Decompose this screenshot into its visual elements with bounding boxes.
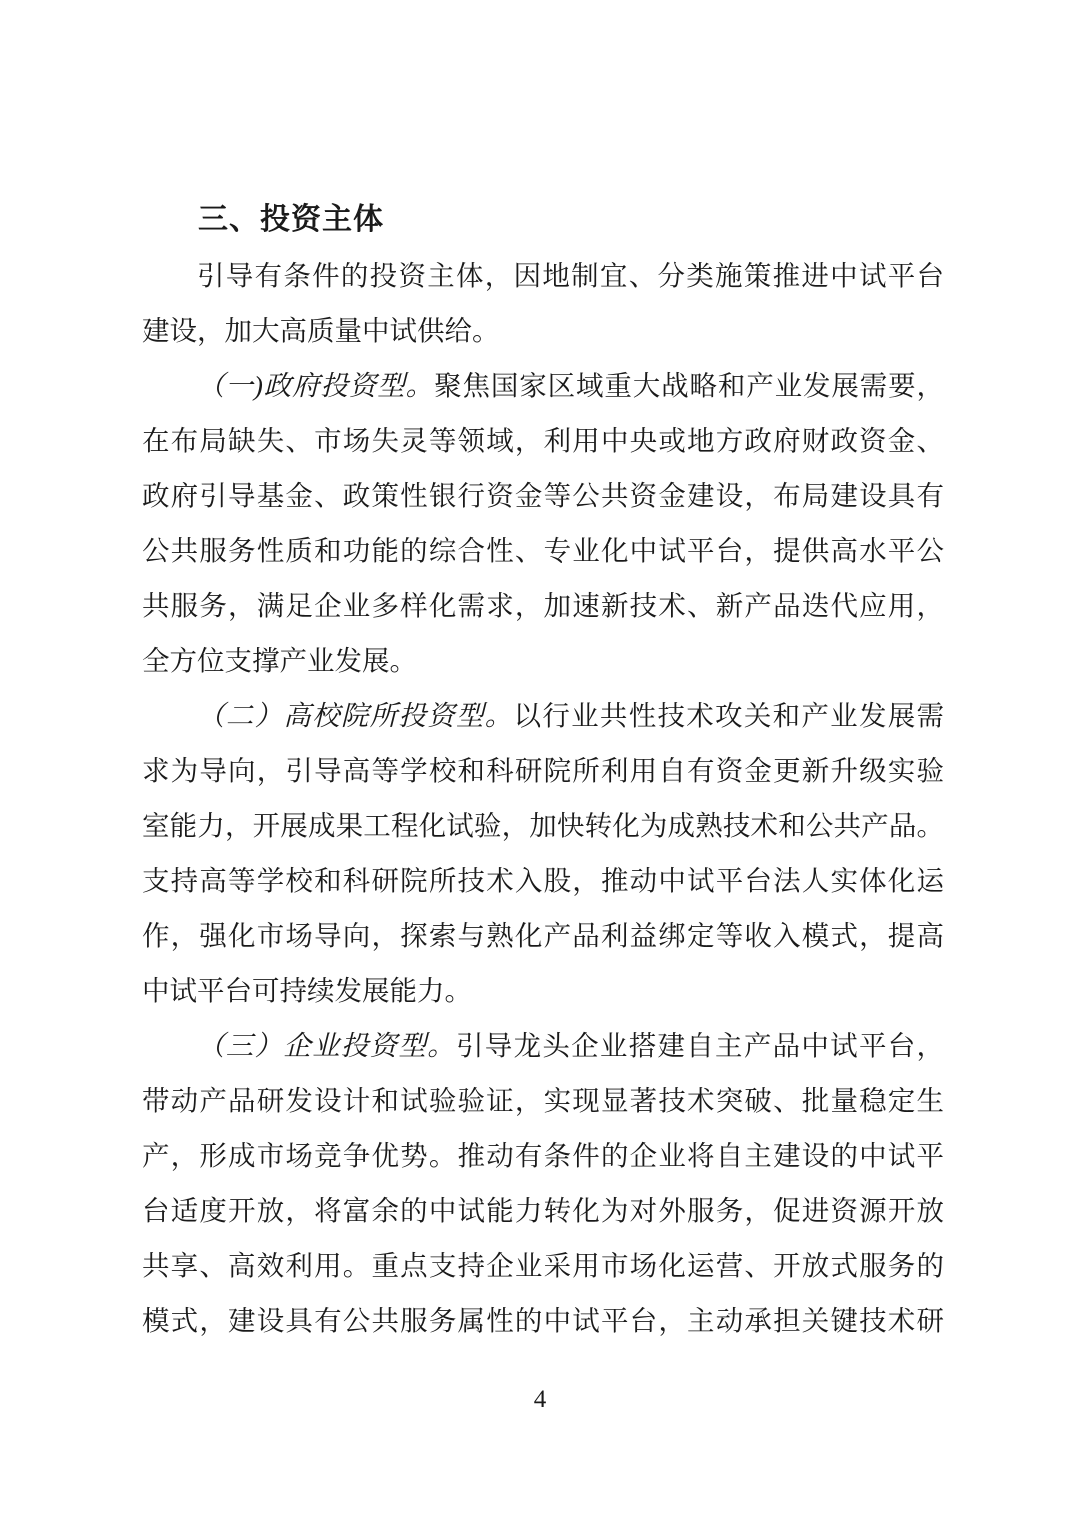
text-span: 聚焦国家区域重大战略和产业发展需要， [434,370,944,401]
text-span: 以行业共性技术攻关和产业发展需 [513,700,944,731]
text-line: 作，强化市场导向，探索与熟化产品利益绑定等收入模式，提高 [142,920,944,951]
text-line: 带动产品研发设计和试验验证，实现显著技术突破、批量稳定生 [142,1085,944,1116]
paragraph-government-invested [142,358,944,688]
text-line: 支持高等学校和科研院所技术入股，推动中试平台法人实体化运 [142,865,944,896]
text-line: 产，形成市场竞争优势。推动有条件的企业将自主建设的中试平 [142,1140,944,1171]
text-line [142,688,944,743]
text-line: 模式，建设具有公共服务属性的中试平台，主动承担关键技术研 [142,1305,944,1336]
text-line: 建设，加大高质量中试供给。 [142,315,500,346]
text-line: 中试平台可持续发展能力。 [142,975,472,1006]
text-line: 台适度开放，将富余的中试能力转化为对外服务，促进资源开放 [142,1195,944,1226]
text-span: 引导龙头企业搭建自主产品中试平台， [456,1030,944,1061]
paragraph-lead-label: （三）企业投资型。 [197,1030,457,1061]
paragraph-university-invested [142,688,944,1018]
paragraph-lead-label: （一)政府投资型。 [197,370,435,401]
text-line: 在布局缺失、市场失灵等领域，利用中央或地方政府财政资金、 [142,425,944,456]
text-line [142,358,944,413]
text-line: 共享、高效利用。重点支持企业采用市场化运营、开放式服务的 [142,1250,944,1281]
paragraph-enterprise-invested [142,1018,944,1348]
text-line: 政府引导基金、政策性银行资金等公共资金建设，布局建设具有 [142,480,944,511]
page-number: 4 [533,1386,547,1413]
text-line: 室能力，开展成果工程化试验，加快转化为成熟技术和公共产品。 [142,810,944,841]
text-line: 公共服务性质和功能的综合性、专业化中试平台，提供高水平公 [142,535,944,566]
text-line: 共服务，满足企业多样化需求，加速新技术、新产品迭代应用， [142,590,944,621]
text-line [142,1018,944,1073]
paragraph-intro [142,248,944,358]
section-heading: 三、投资主体 [198,203,384,236]
document-body [142,192,944,1348]
text-line: 求为导向，引导高等学校和科研院所利用自有资金更新升级实验 [142,755,944,786]
text-line: 引导有条件的投资主体，因地制宜、分类施策推进中试平台 [197,260,944,291]
paragraph-lead-label: （二）高校院所投资型。 [197,700,514,731]
text-line: 全方位支撑产业发展。 [142,645,417,676]
